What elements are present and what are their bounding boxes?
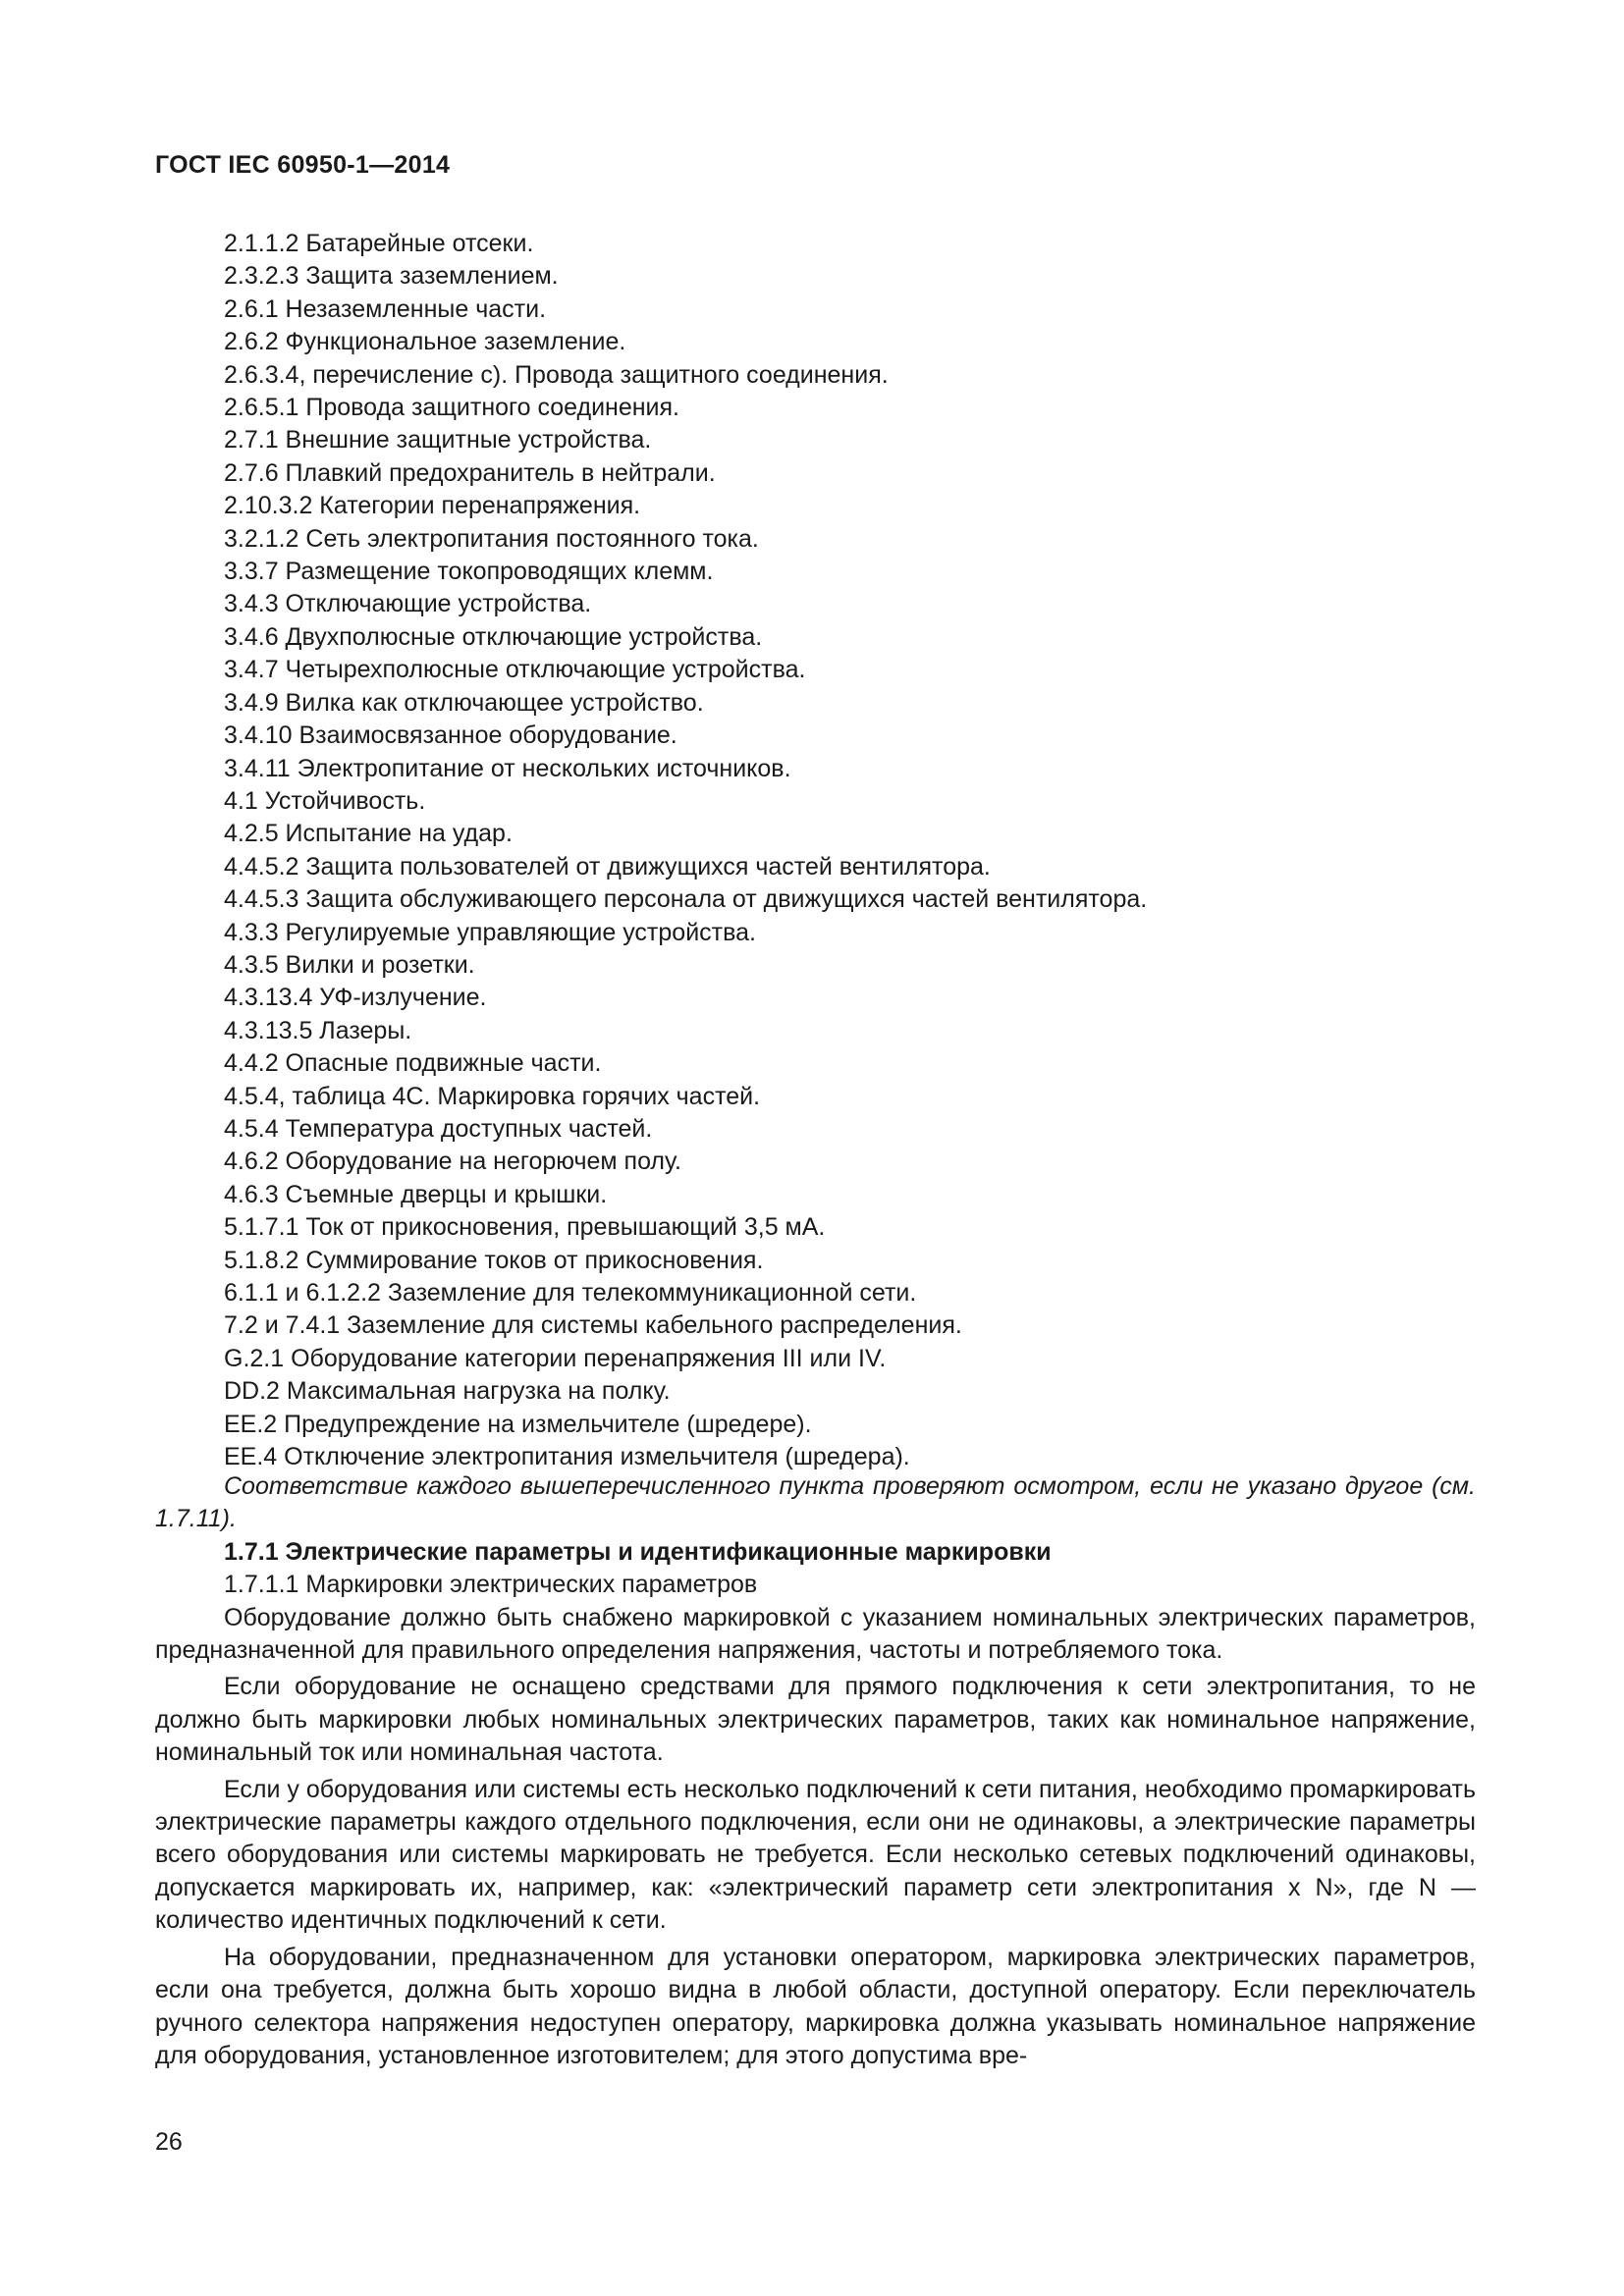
paragraph: На оборудовании, предназначенном для установки оператором, маркировка электрических параметров, если она требуется, должна быть хорошо видна в любой области, доступной оператору. Если переключатель ручного селектора напряжения недоступен оператору, маркировка должна указывать номинальное напряжение для оборудования, установленное изготовителем; для этого допустима вре- bbox=[155, 1943, 1476, 2069]
clause-list bbox=[224, 228, 1147, 1473]
list-item: 2.6.3.4, перечисление с). Провода защитного соединения. bbox=[224, 360, 889, 389]
list-item: G.2.1 Оборудование категории перенапряжения III или IV. bbox=[224, 1344, 887, 1372]
paragraph: Если оборудование не оснащено средствами для прямого подключения к сети электропитания, то не должно быть маркировки любых номинальных электрических параметров, таких как номинальное напряжение, номинальный ток или номинальная частота. bbox=[155, 1673, 1476, 1767]
list-item: 4.1 Устойчивость. bbox=[224, 786, 426, 815]
compliance-note: Соответствие каждого вышеперечисленного пункта проверяют осмотром, если не указано другое (см. 1.7.11). bbox=[155, 1472, 1476, 1533]
list-item: 4.3.5 Вилки и розетки. bbox=[224, 950, 475, 979]
list-item: 2.1.1.2 Батарейные отсеки. bbox=[224, 230, 534, 257]
list-item: 3.4.11 Электропитание от нескольких источников. bbox=[224, 754, 791, 782]
list-item: 5.1.8.2 Суммирование токов от прикосновения. bbox=[224, 1246, 764, 1274]
list-item: 4.4.5.3 Защита обслуживающего персонала от движущихся частей вентилятора. bbox=[224, 885, 1148, 914]
list-item: ЕЕ.2 Предупреждение на измельчителе (шредере). bbox=[224, 1410, 812, 1438]
page-number: 26 bbox=[155, 2128, 183, 2156]
paragraph: Оборудование должно быть снабжено маркировкой с указанием номинальных электрических параметров, предназначенной для правильного определения напряжения, частоты и потребляемого тока. bbox=[155, 1603, 1476, 1665]
list-item: 3.4.10 Взаимосвязанное оборудование. bbox=[224, 721, 677, 750]
section-heading: 1.7.1 Электрические параметры и идентификационные маркировки bbox=[224, 1537, 1052, 1566]
body-text bbox=[155, 1470, 1476, 2072]
list-item: 3.3.7 Размещение токопроводящих клемм. bbox=[224, 558, 714, 586]
list-item: DD.2 Максимальная нагрузка на полку. bbox=[224, 1377, 671, 1406]
list-item: 4.2.5 Испытание на удар. bbox=[224, 820, 513, 848]
subsection-heading: 1.7.1.1 Маркировки электрических параметров bbox=[224, 1571, 758, 1599]
document-header: ГОСТ IEC 60950-1—2014 bbox=[155, 151, 451, 179]
list-item: 3.4.7 Четырехполюсные отключающие устройства. bbox=[224, 656, 806, 684]
list-item: 3.4.3 Отключающие устройства. bbox=[224, 590, 592, 618]
list-item: 4.6.2 Оборудование на негорючем полу. bbox=[224, 1148, 681, 1176]
list-item: 4.4.5.2 Защита пользователей от движущихся частей вентилятора. bbox=[224, 852, 991, 881]
list-item: 2.6.5.1 Провода защитного соединения. bbox=[224, 394, 680, 422]
list-item: 2.6.1 Незаземленные части. bbox=[224, 294, 547, 323]
list-item: 2.3.2.3 Защита заземлением. bbox=[224, 262, 559, 291]
list-item: 4.3.13.5 Лазеры. bbox=[224, 1016, 412, 1044]
list-item: 4.5.4, таблица 4С. Маркировка горячих частей. bbox=[224, 1082, 761, 1110]
list-item: ЕЕ.4 Отключение электропитания измельчителя (шредера). bbox=[224, 1443, 910, 1471]
list-item: 6.1.1 и 6.1.2.2 Заземление для телекоммуникационной сети. bbox=[224, 1279, 917, 1307]
list-item: 2.7.1 Внешние защитные устройства. bbox=[224, 426, 652, 454]
list-item: 7.2 и 7.4.1 Заземление для системы кабельного распределения. bbox=[224, 1311, 962, 1340]
paragraph: Если у оборудования или системы есть несколько подключений к сети питания, необходимо промаркировать электрические параметры каждого отдельного подключения, если они не одинаковы, а электрические параметры всего оборудования или системы маркировать не требуется. Если несколько сетевых подключений одинаковы, допускается маркировать их, например, как: «электрический параметр сети электропитания x N», где N — количество идентичных подключений к сети. bbox=[155, 1775, 1476, 1935]
list-item: 4.3.3 Регулируемые управляющие устройства. bbox=[224, 918, 756, 946]
list-item: 2.7.6 Плавкий предохранитель в нейтрали. bbox=[224, 458, 716, 487]
list-item: 4.6.3 Съемные дверцы и крышки. bbox=[224, 1180, 608, 1208]
list-item: 4.3.13.4 УФ-излучение. bbox=[224, 984, 487, 1012]
list-item: 4.5.4 Температура доступных частей. bbox=[224, 1114, 653, 1143]
list-item: 3.2.1.2 Сеть электропитания постоянного тока. bbox=[224, 524, 759, 553]
list-item: 2.6.2 Функциональное заземление. bbox=[224, 328, 626, 356]
list-item: 2.10.3.2 Категории перенапряжения. bbox=[224, 492, 641, 520]
list-item: 3.4.6 Двухполюсные отключающие устройства. bbox=[224, 622, 763, 651]
list-item: 4.4.2 Опасные подвижные части. bbox=[224, 1049, 602, 1078]
list-item: 3.4.9 Вилка как отключающее устройство. bbox=[224, 688, 704, 717]
list-item: 5.1.7.1 Ток от прикосновения, превышающий 3,5 мА. bbox=[224, 1213, 826, 1242]
